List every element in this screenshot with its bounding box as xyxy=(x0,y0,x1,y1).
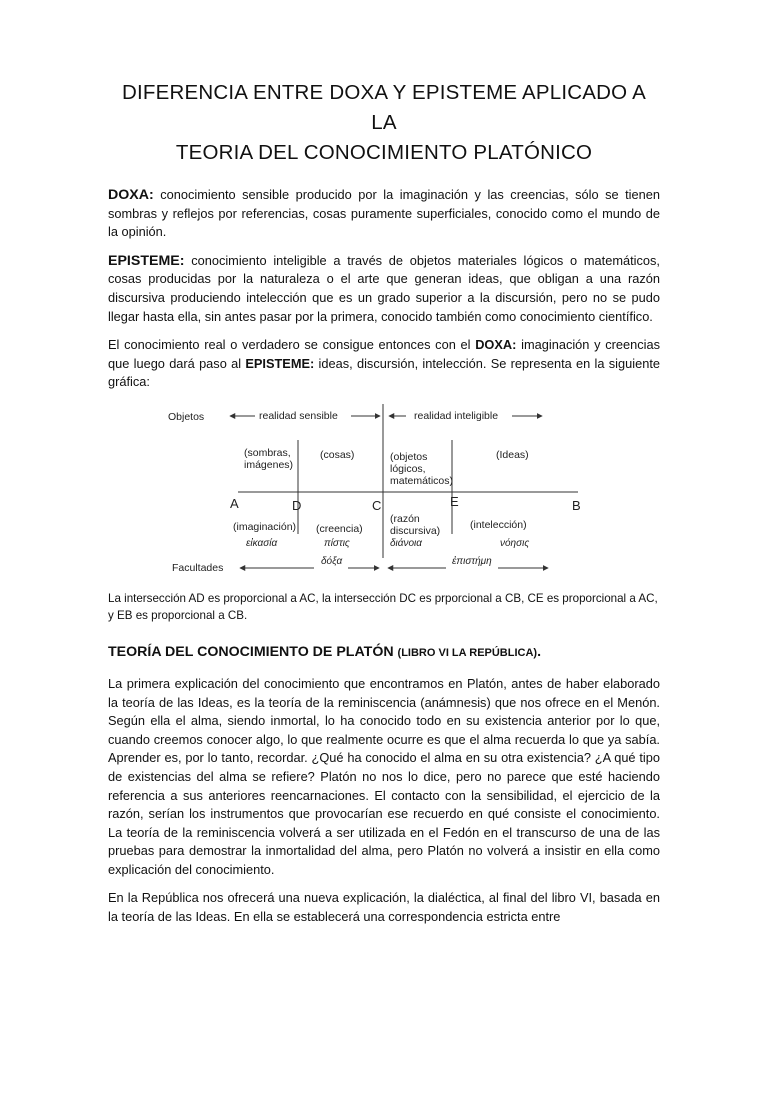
title-line-1: DIFERENCIA ENTRE DOXA Y EPISTEME APLICADO A LA xyxy=(122,81,646,134)
label-cosas: (cosas) xyxy=(320,448,355,461)
document-page xyxy=(0,78,768,1102)
title-line-2: TEORIA DEL CONOCIMIENTO PLATÓNICO xyxy=(175,141,593,164)
label-realidad-inteligible: realidad inteligible xyxy=(414,409,499,422)
republica-paragraph: En la República nos ofrecerá una nueva explicación, la dialéctica, al final del libro VI, basada en la teoría de las Ideas. En ella se establecerá una correspondencia estricta entre xyxy=(108,890,660,925)
conocimiento-paragraph xyxy=(108,336,660,392)
label-razon-discursiva: (razón discursiva) xyxy=(390,512,441,537)
point-b: B xyxy=(572,497,581,513)
episteme-paragraph xyxy=(108,252,660,326)
section-heading-sub: (LIBRO VI LA REPÚBLICA) xyxy=(397,646,538,659)
greek-pistis: πίστις xyxy=(324,537,350,549)
episteme-term: EPISTEME: xyxy=(108,252,185,269)
label-objetos-logicos: (objetos lógicos, matemáticos) xyxy=(390,450,454,487)
label-ideas: (Ideas) xyxy=(496,448,529,461)
label-imaginacion: (imaginación) xyxy=(233,520,297,533)
label-facultades: Facultades xyxy=(172,561,224,574)
greek-eikasia: εἰκασία xyxy=(246,537,278,549)
doxa-definition: conocimiento sensible producido por la imaginación y las creencias, sólo se tienen sombras y reflejos por referencias, cosas puramente superficiales, conocido como el mundo de la opinión. xyxy=(108,187,660,240)
conocimiento-bold-doxa: DOXA: xyxy=(475,337,517,353)
point-d: D xyxy=(292,497,302,513)
point-e: E xyxy=(450,493,459,509)
section-heading-end: . xyxy=(537,643,542,660)
conocimiento-bold-episteme: EPISTEME: xyxy=(245,355,315,371)
conocimiento-text-3: ideas, discursión, intelección. Se representa en la siguiente gráfica: xyxy=(108,355,660,390)
point-c: C xyxy=(372,497,382,513)
section-heading xyxy=(108,642,660,663)
greek-doxa: δόξα xyxy=(321,555,343,567)
doxa-paragraph xyxy=(108,186,660,242)
conocimiento-text-1: El conocimiento real o verdadero se consigue entonces con el xyxy=(108,337,476,353)
divided-line-diagram xyxy=(102,398,602,584)
episteme-definition: conocimiento inteligible a través de objetos materiales lógicos o matemáticos, cosas producidas por la naturaleza o el arte que generan ideas, que obligan a una razón discursiva produciendo intelección que es un grado superior a la discursión, pero no se pudo llegar hasta ella, sin antes pasar por la primera, conocido también como conocimiento científico. xyxy=(108,252,660,324)
label-creencia: (creencia) xyxy=(316,522,363,535)
doxa-term: DOXA: xyxy=(108,187,154,203)
label-inteleccion: (intelección) xyxy=(470,518,527,531)
label-sombras: (sombras, imágenes) xyxy=(244,446,294,471)
reminiscencia-paragraph: La primera explicación del conocimiento que encontramos en Platón, antes de haber elaborado la teoría de las Ideas, es la teoría de la reminiscencia (anámnesis) que nos ofrece en el Menón. Según ella el alma, siendo inmortal, lo ha conocido todo en su existencia anterior por lo que, cuando creemos conocer algo, lo que realmente ocurre es que el alma recuerda lo que ya sabía. Aprender es, por lo tanto, recordar. ¿Qué ha conocido el alma en su otra existencia? ¿A qué tipo de existencias del alma se refiere? Platón no nos lo dice, pero no parece que esté haciendo referencia a sus anteriores reencarnaciones. El contacto con la sensibilidad, el ejercicio de la razón, serían los instrumentos que provocarían ese recuerdo en qué consiste el conocimiento. La teoría de la reminiscencia volverá a ser utilizada en el Fedón en el transcurso de una de las pruebas para demostrar la inmortalidad del alma, pero Platón no volverá a insistir en ella como explicación del conocimiento. xyxy=(108,675,660,877)
point-a: A xyxy=(230,495,239,511)
conocimiento-text-2: imaginación y creencias que luego dará paso al xyxy=(108,337,660,371)
label-objetos: Objetos xyxy=(168,410,205,423)
label-realidad-sensible: realidad sensible xyxy=(259,409,338,422)
greek-dianoia: διάνοια xyxy=(390,537,422,549)
section-heading-main: TEORÍA DEL CONOCIMIENTO DE PLATÓN xyxy=(108,643,398,660)
greek-noesis: νόησις xyxy=(500,537,530,549)
diagram-caption: La intersección AD es proporcional a AC, la intersección DC es prporcional a CB, CE es proporcional a AC, y EB es proporcional a CB. xyxy=(108,591,658,622)
greek-episteme: ἐπιστήμη xyxy=(452,555,492,567)
document-title xyxy=(108,78,660,168)
